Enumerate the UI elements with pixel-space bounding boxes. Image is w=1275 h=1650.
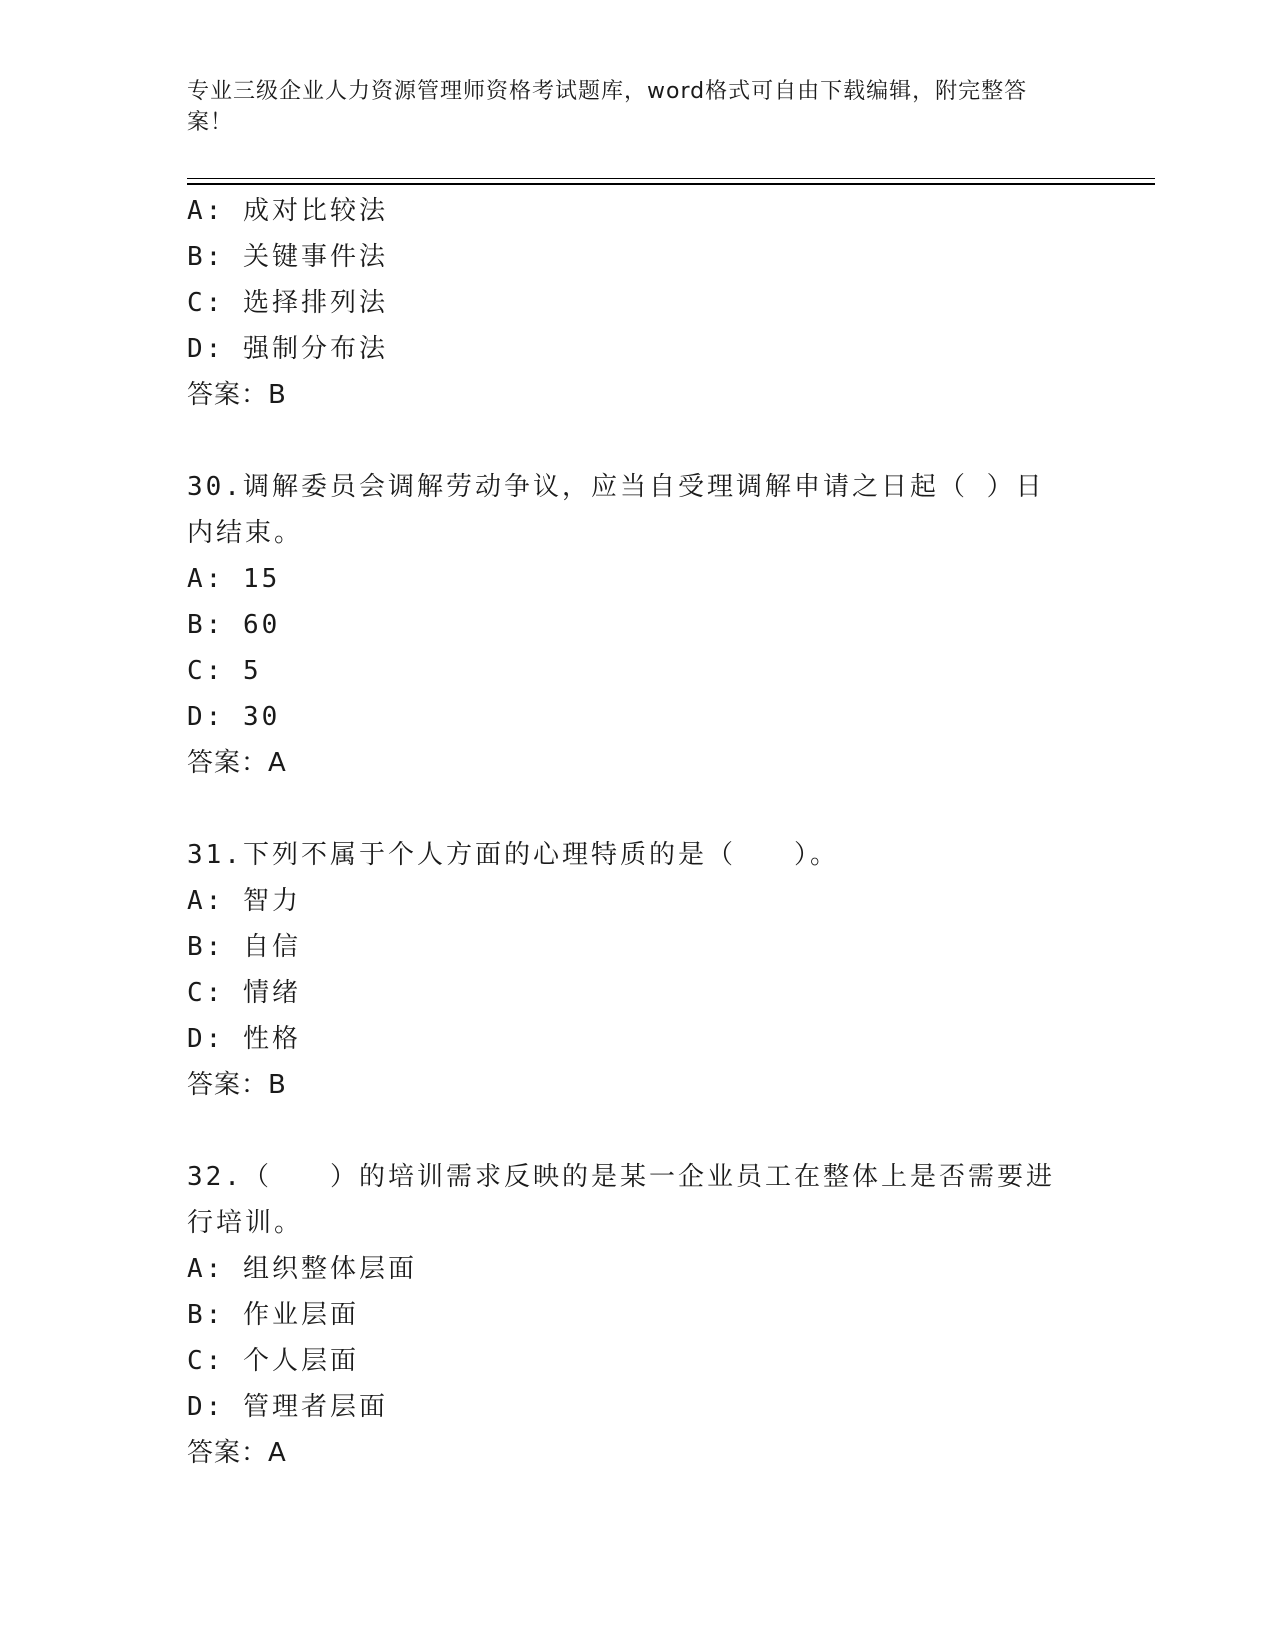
- option-c: C: 5: [187, 656, 262, 686]
- question-block: [187, 1154, 1087, 1476]
- answer-line: 答案：A: [187, 1438, 287, 1468]
- question-block: [187, 464, 1087, 786]
- spacer: [187, 418, 1087, 464]
- question-list: [187, 188, 1087, 1476]
- option-d: D: 管理者层面: [187, 1392, 388, 1422]
- option-d: D: 性格: [187, 1024, 301, 1054]
- question-text: 32.（ ）的培训需求反映的是某一企业员工在整体上是否需要进行培训。: [187, 1162, 1055, 1238]
- option-a: A: 成对比较法: [187, 196, 388, 226]
- option-a: A: 智力: [187, 886, 301, 916]
- question-text: 31.下列不属于个人方面的心理特质的是（ ）。: [187, 840, 839, 870]
- header-divider-thin: [187, 178, 1155, 179]
- option-c: C: 选择排列法: [187, 288, 388, 318]
- option-c: C: 情绪: [187, 978, 301, 1008]
- option-b: B: 作业层面: [187, 1300, 359, 1330]
- option-a: A: 组织整体层面: [187, 1254, 417, 1284]
- question-text: 30.调解委员会调解劳动争议，应当自受理调解申请之日起（ ）日内结束。: [187, 472, 1045, 548]
- header-divider-thick: [187, 183, 1155, 185]
- spacer: [187, 1108, 1087, 1154]
- question-block: [187, 832, 1087, 1108]
- answer-line: 答案：B: [187, 1070, 287, 1100]
- option-d: D: 强制分布法: [187, 334, 388, 364]
- answer-line: 答案：B: [187, 380, 287, 410]
- option-d: D: 30: [187, 702, 281, 732]
- option-a: A: 15: [187, 564, 281, 594]
- option-b: B: 自信: [187, 932, 301, 962]
- option-c: C: 个人层面: [187, 1346, 359, 1376]
- option-b: B: 60: [187, 610, 281, 640]
- option-b: B: 关键事件法: [187, 242, 388, 272]
- answer-line: 答案：A: [187, 748, 287, 778]
- spacer: [187, 786, 1087, 832]
- document-header: 专业三级企业人力资源管理师资格考试题库，word格式可自由下载编辑，附完整答案！: [187, 79, 1028, 135]
- question-block: [187, 188, 1087, 418]
